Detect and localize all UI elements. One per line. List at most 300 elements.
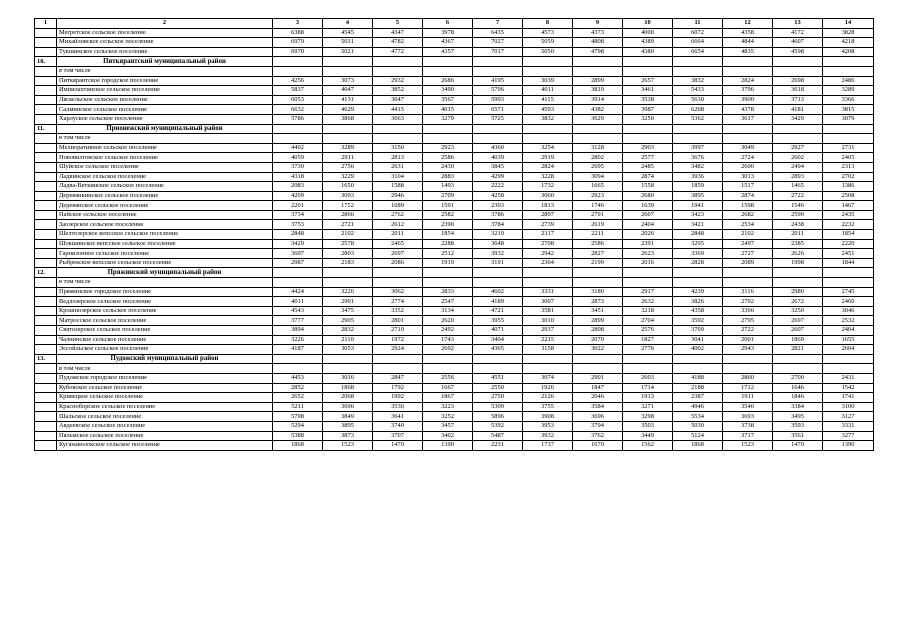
table-row [35,421,874,431]
value-cell: 2827 [573,249,623,259]
value-cell: 2697 [773,316,823,326]
value-cell: 3796 [723,86,773,96]
empty-cell [673,124,723,134]
empty-cell [35,364,57,374]
value-cell: 3648 [473,239,523,249]
value-cell: 4188 [673,373,723,383]
value-cell: 5433 [673,86,723,96]
value-cell: 2512 [423,249,473,259]
value-cell: 3429 [773,114,823,124]
empty-cell [823,354,874,364]
value-cell: 2390 [423,220,473,230]
value-cell: 3932 [473,249,523,259]
value-cell: 6571 [473,105,523,115]
value-cell: 3053 [323,345,373,355]
value-cell: 2833 [423,287,473,297]
value-cell: 6435 [473,28,523,38]
value-cell: 2619 [573,220,623,230]
table-row [35,86,874,96]
value-cell: 3457 [423,421,473,431]
value-cell: 3762 [573,431,623,441]
value-cell: 5798 [273,412,323,422]
value-cell: 2451 [823,249,874,259]
row-number-cell [35,402,57,412]
settlement-name: Мегретское сельское поселение [57,28,273,38]
subheading-row [35,66,874,76]
value-cell: 2607 [623,210,673,220]
value-cell: 3100 [823,402,874,412]
table-row [35,316,874,326]
table-row [35,28,874,38]
value-cell: 2586 [573,239,623,249]
row-number-cell [35,230,57,240]
value-cell: 4011 [273,297,323,307]
value-cell: 4543 [273,306,323,316]
subheading-label: в том числе [57,278,273,288]
column-number-2: 2 [57,19,273,29]
value-cell: 1465 [773,182,823,192]
row-number-cell [35,306,57,316]
value-cell: 2901 [323,297,373,307]
value-cell: 1998 [773,258,823,268]
value-cell: 3717 [723,431,773,441]
row-number-cell [35,383,57,393]
value-cell: 1598 [723,201,773,211]
table-row [35,114,874,124]
value-cell: 1523 [723,441,773,451]
value-cell: 3421 [673,220,723,230]
value-cell: 3461 [623,86,673,96]
value-cell: 3369 [673,249,723,259]
value-cell: 1913 [623,393,673,403]
value-cell: 6388 [273,28,323,38]
empty-cell [273,364,323,374]
settlement-name: Мелиоративное сельское поселение [57,143,273,153]
value-cell: 5050 [523,47,573,57]
value-cell: 2435 [823,210,874,220]
row-number-cell [35,412,57,422]
value-cell: 2724 [723,153,773,163]
empty-cell [823,364,874,374]
value-cell: 3279 [423,114,473,124]
value-cell: 2199 [573,258,623,268]
value-cell: 3738 [723,421,773,431]
value-cell: 1741 [823,393,874,403]
value-cell: 3530 [373,402,423,412]
settlement-name: Нововилговское сельское поселение [57,153,273,163]
value-cell: 3709 [673,326,723,336]
column-number-1: 1 [35,19,57,29]
value-cell: 4187 [273,345,323,355]
value-cell: 2068 [323,393,373,403]
value-cell: 3828 [823,28,874,38]
settlement-name: Матросское сельское поселение [57,316,273,326]
section-row [35,57,874,67]
row-number-cell [35,239,57,249]
value-cell: 5362 [673,114,723,124]
empty-cell [423,124,473,134]
empty-cell [423,268,473,278]
subheading-label: в том числе [57,364,273,374]
value-cell: 3429 [273,239,323,249]
value-cell: 3423 [673,210,723,220]
settlement-name: Ведлозерское сельское поселение [57,297,273,307]
value-cell: 3366 [723,306,773,316]
value-cell: 5993 [473,95,523,105]
value-cell: 2001 [723,335,773,345]
value-cell: 5031 [323,38,373,48]
empty-cell [273,134,323,144]
value-cell: 3039 [523,76,573,86]
value-cell: 2590 [773,210,823,220]
row-number-cell [35,86,57,96]
value-cell: 2700 [773,373,823,383]
value-cell: 3936 [673,172,723,182]
value-cell: 1868 [673,441,723,451]
row-number-cell [35,182,57,192]
section-number: 13. [35,354,57,364]
value-cell: 2808 [573,326,623,336]
empty-cell [573,57,623,67]
value-cell: 1386 [823,182,874,192]
value-cell: 3271 [623,402,673,412]
value-cell: 3593 [773,421,823,431]
value-cell: 4598 [773,47,823,57]
value-cell: 2385 [773,239,823,249]
value-cell: 2534 [723,220,773,230]
value-cell: 1844 [823,258,874,268]
value-cell: 2578 [323,239,373,249]
value-cell: 3581 [523,306,573,316]
empty-cell [423,278,473,288]
value-cell: 3013 [723,172,773,182]
value-cell: 3289 [323,143,373,153]
value-cell: 2873 [573,297,623,307]
value-cell: 2126 [523,393,573,403]
value-cell: 2089 [723,258,773,268]
settlement-name: Михайловское сельское поселение [57,38,273,48]
value-cell: 2632 [623,297,673,307]
value-cell: 2722 [723,326,773,336]
value-cell: 3538 [623,95,673,105]
value-cell: 1732 [523,182,573,192]
row-number-cell [35,316,57,326]
settlement-name: Ляскельское сельское поселение [57,95,273,105]
value-cell: 2695 [573,162,623,172]
table-row [35,287,874,297]
table-row [35,297,874,307]
value-cell: 1667 [423,383,473,393]
value-cell: 3223 [423,402,473,412]
empty-cell [473,364,523,374]
settlement-name: Крошнозерское сельское поселение [57,306,273,316]
value-cell: 4389 [623,38,673,48]
value-cell: 2492 [423,326,473,336]
empty-cell [373,354,423,364]
value-cell: 4573 [523,28,573,38]
value-cell: 4808 [573,38,623,48]
value-cell: 3254 [523,143,573,153]
value-cell: 2911 [323,153,373,163]
value-cell: 2692 [423,345,473,355]
empty-cell [673,278,723,288]
value-cell: 2604 [823,345,874,355]
section-number: 11. [35,124,57,134]
value-cell: 2923 [423,143,473,153]
settlement-name: Кубовское сельское поселение [57,383,273,393]
empty-cell [473,124,523,134]
empty-cell [673,364,723,374]
value-cell: 1854 [423,230,473,240]
value-cell: 2086 [373,258,423,268]
value-cell: 3617 [723,114,773,124]
empty-cell [673,354,723,364]
table-row [35,249,874,259]
value-cell: 4011 [523,86,573,96]
settlement-name: Чалнинское сельское поселение [57,335,273,345]
empty-cell [823,124,874,134]
empty-cell [423,354,473,364]
empty-cell [323,124,373,134]
value-cell: 5725 [473,114,523,124]
empty-cell [723,66,773,76]
value-cell: 3540 [723,402,773,412]
value-cell: 3295 [673,239,723,249]
row-number-cell [35,441,57,451]
settlement-name: Кривецкое сельское поселение [57,393,273,403]
value-cell: 2791 [573,210,623,220]
row-number-cell [35,326,57,336]
value-cell: 3997 [673,143,723,153]
value-cell: 4365 [473,345,523,355]
row-number-cell [35,191,57,201]
row-number-cell [35,47,57,57]
settlement-name: Деревянское сельское поселение [57,201,273,211]
value-cell: 3180 [573,287,623,297]
value-cell: 3895 [673,191,723,201]
value-cell: 4782 [373,38,423,48]
value-cell: 3794 [573,421,623,431]
value-cell: 2919 [523,153,573,163]
value-cell: 2917 [623,287,673,297]
empty-cell [473,134,523,144]
value-cell: 4059 [273,153,323,163]
empty-cell [35,66,57,76]
value-cell: 3932 [523,431,573,441]
value-cell: 4172 [773,28,823,38]
value-cell: 2582 [423,210,473,220]
value-cell: 2011 [373,230,423,240]
value-cell: 4373 [573,28,623,38]
value-cell: 3584 [573,402,623,412]
value-cell: 3298 [623,412,673,422]
value-cell: 3016 [323,373,373,383]
settlement-name: Питкярантское городское поселение [57,76,273,86]
value-cell: 4380 [623,47,673,57]
value-cell: 2721 [323,220,373,230]
table-row [35,105,874,115]
value-cell: 2220 [823,239,874,249]
value-cell: 2201 [273,201,323,211]
value-cell: 1650 [323,182,373,192]
value-cell: 2709 [423,191,473,201]
column-number-11: 11 [673,19,723,29]
value-cell: 2710 [373,326,423,336]
value-cell: 3953 [523,421,573,431]
value-cell: 3228 [523,172,573,182]
table-row [35,182,874,192]
empty-cell [573,268,623,278]
value-cell: 3352 [373,306,423,316]
empty-cell [273,268,323,278]
value-cell: 4181 [773,105,823,115]
value-cell: 4453 [273,373,323,383]
empty-cell [423,364,473,374]
table-row [35,326,874,336]
value-cell: 2860 [723,373,773,383]
value-cell: 4402 [273,143,323,153]
value-cell: 4071 [473,326,523,336]
empty-cell [623,124,673,134]
empty-cell [273,278,323,288]
empty-cell [323,278,373,288]
empty-cell [623,268,673,278]
row-number-cell [35,421,57,431]
empty-cell [573,364,623,374]
empty-cell [723,268,773,278]
table-row [35,345,874,355]
table-row [35,220,874,230]
empty-cell [823,66,874,76]
table-row [35,230,874,240]
empty-cell [273,57,323,67]
value-cell: 1639 [623,201,673,211]
value-cell: 3252 [423,412,473,422]
value-cell: 4209 [273,191,323,201]
table-row [35,38,874,48]
table-row [35,162,874,172]
empty-cell [823,278,874,288]
value-cell: 2497 [723,239,773,249]
table-row [35,210,874,220]
value-cell: 5896 [473,412,523,422]
empty-cell [573,354,623,364]
value-cell: 2083 [273,182,323,192]
value-cell: 5309 [473,402,523,412]
value-cell: 2803 [323,249,373,259]
table-row [35,431,874,441]
empty-cell [423,57,473,67]
value-cell: 1868 [323,383,373,393]
value-cell: 3740 [373,421,423,431]
empty-cell [373,57,423,67]
table-row [35,393,874,403]
empty-cell [723,364,773,374]
value-cell: 3707 [373,431,423,441]
empty-cell [373,268,423,278]
value-cell: 2745 [823,287,874,297]
value-cell: 2303 [473,201,523,211]
table-row [35,335,874,345]
column-number-5: 5 [373,19,423,29]
value-cell: 2813 [373,153,423,163]
value-cell: 3289 [823,86,874,96]
empty-cell [373,364,423,374]
value-cell: 3226 [273,335,323,345]
value-cell: 1470 [373,441,423,451]
empty-cell [723,278,773,288]
value-cell: 1390 [423,441,473,451]
value-cell: 1588 [373,182,423,192]
settlement-name: Салминское сельское поселение [57,105,273,115]
value-cell: 3041 [673,335,723,345]
value-cell: 2313 [823,162,874,172]
value-cell: 2576 [623,326,673,336]
value-cell: 5796 [473,86,523,96]
value-cell: 2866 [323,210,373,220]
empty-cell [273,354,323,364]
row-number-cell [35,373,57,383]
value-cell: 2046 [573,393,623,403]
empty-cell [523,364,573,374]
value-cell: 4218 [823,38,874,48]
value-cell: 2404 [623,220,673,230]
empty-cell [823,134,874,144]
value-cell: 3134 [423,306,473,316]
value-cell: 1743 [423,335,473,345]
empty-cell [623,364,673,374]
row-number-cell [35,201,57,211]
value-cell: 3007 [523,297,573,307]
value-cell: 1813 [523,201,573,211]
empty-cell [473,268,523,278]
value-cell: 4607 [773,38,823,48]
value-cell: 3250 [623,114,673,124]
empty-cell [323,66,373,76]
value-cell: 4357 [423,47,473,57]
section-number: 12. [35,268,57,278]
value-cell: 5211 [273,402,323,412]
value-cell: 2762 [373,210,423,220]
value-cell: 2532 [823,316,874,326]
value-cell: 1467 [823,201,874,211]
value-cell: 2739 [523,220,573,230]
empty-cell [773,354,823,364]
value-cell: 3449 [623,431,673,441]
empty-cell [773,268,823,278]
value-cell: 4415 [373,105,423,115]
value-cell: 2946 [373,191,423,201]
value-cell: 3127 [823,412,874,422]
value-cell: 5837 [273,86,323,96]
settlement-name: Импилахтинское сельское поселение [57,86,273,96]
row-number-cell [35,287,57,297]
settlement-name: Харлуское сельское поселение [57,114,273,124]
value-cell: 3104 [373,172,423,182]
value-cell: 1911 [723,393,773,403]
value-cell: 4378 [723,105,773,115]
settlement-name: Рыбрекское вепсское сельское поселение [57,258,273,268]
tariff-table-sheet [34,18,874,451]
value-cell: 5392 [473,421,523,431]
settlement-name: Ладва-Веткинское сельское поселение [57,182,273,192]
value-cell: 4424 [273,287,323,297]
settlement-name: Куганаволокское сельское поселение [57,441,273,451]
value-cell: 2750 [473,393,523,403]
value-cell: 1737 [523,441,573,451]
value-cell: 3894 [273,326,323,336]
value-cell: 2600 [723,162,773,172]
